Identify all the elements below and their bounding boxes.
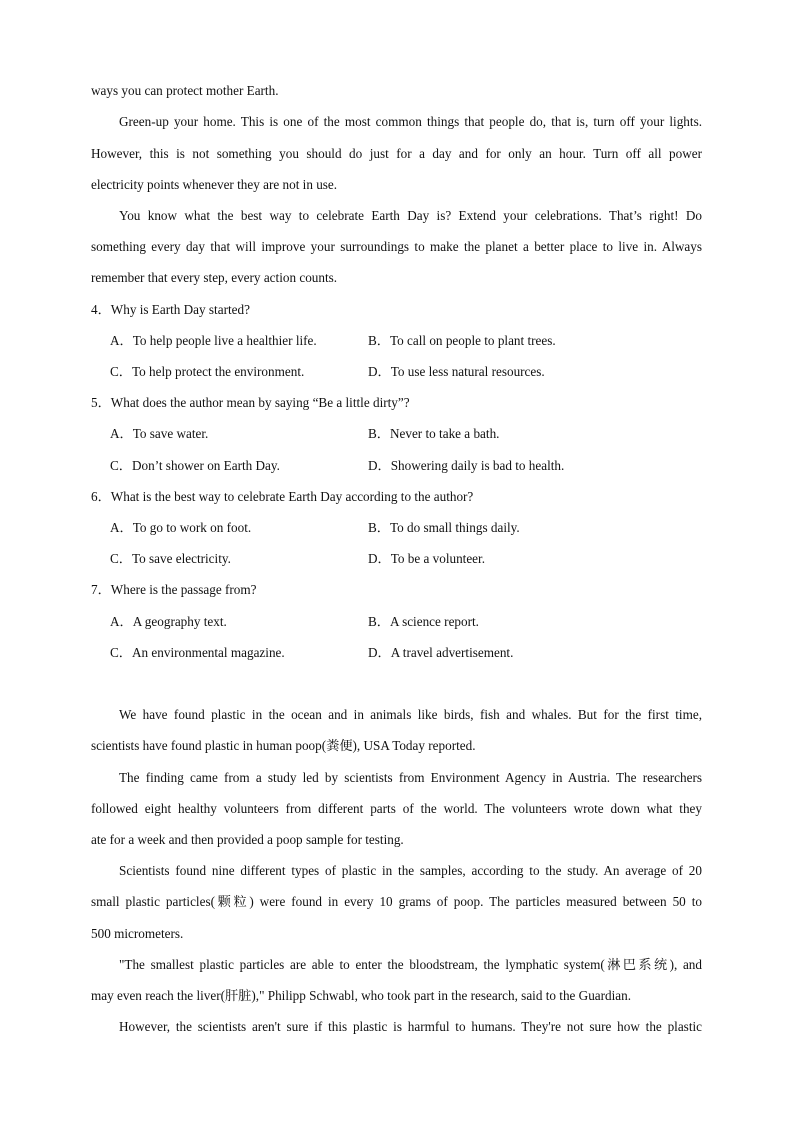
passage2-line-11: However, the scientists aren't sure if this plastic is harmful to humans. They're not sure how the plastic [119,1019,702,1034]
question-6-option-a[interactable]: A．To go to work on foot. [110,520,252,535]
question-5-option-b[interactable]: B．Never to take a bath. [368,426,500,441]
passage2-line-3: The finding came from a study led by scientists from Environment Agency in Austria. The researchers [119,770,702,785]
question-4-option-c[interactable]: C．To help protect the environment. [110,364,305,379]
passage1-line-5: You know what the best way to celebrate Earth Day is? Extend your celebrations. That’s right! Do [119,208,702,223]
question-6-option-c[interactable]: C．To save electricity. [110,551,231,566]
question-5-option-a[interactable]: A．To save water. [110,426,209,441]
question-4-stem: 4．Why is Earth Day started? [91,302,250,317]
passage2-line-5: ate for a week and then provided a poop sample for testing. [91,832,404,847]
passage2-line-7: small plastic particles(颗粒) were found in every 10 grams of poop. The particles measured between 50 to [91,894,702,909]
passage1-line-3: However, this is not something you should do just for a day and for only an hour. Turn off all power [91,146,702,161]
question-7-option-a[interactable]: A．A geography text. [110,614,227,629]
question-5-stem: 5．What does the author mean by saying “Be a little dirty”? [91,395,410,410]
question-7-option-c[interactable]: C．An environmental magazine. [110,645,285,660]
passage1-line-4: electricity points whenever they are not in use. [91,177,338,192]
question-4-option-d[interactable]: D．To use less natural resources. [368,364,545,379]
question-6-stem: 6．What is the best way to celebrate Earth Day according to the author? [91,489,474,504]
question-7-option-d[interactable]: D．A travel advertisement. [368,645,514,660]
question-4-option-b[interactable]: B．To call on people to plant trees. [368,333,556,348]
question-6-option-d[interactable]: D．To be a volunteer. [368,551,485,566]
passage2-line-6: Scientists found nine different types of plastic in the samples, according to the study. An average of 20 [119,863,702,878]
passage2-line-8: 500 micrometers. [91,926,184,941]
question-5-option-d[interactable]: D．Showering daily is bad to health. [368,458,565,473]
passage2-line-9: "The smallest plastic particles are able to enter the bloodstream, the lymphatic system(淋巴系统), and [119,957,702,972]
question-5-option-c[interactable]: C．Don’t shower on Earth Day. [110,458,280,473]
passage1-line-7: remember that every step, every action counts. [91,270,338,285]
question-7-option-b[interactable]: B．A science report. [368,614,479,629]
question-4-option-a[interactable]: A．To help people live a healthier life. [110,333,317,348]
passage1-line-6: something every day that will improve your surroundings to make the planet a better place to live in. Always [91,239,702,254]
passage1-line-1: ways you can protect mother Earth. [91,83,279,98]
passage2-line-1: We have found plastic in the ocean and in animals like birds, fish and whales. But for the first time, [119,707,702,722]
question-7-stem: 7．Where is the passage from? [91,582,257,597]
passage1-line-2: Green-up your home. This is one of the most common things that people do, that is, turn off your lights. [119,114,702,129]
passage2-line-4: followed eight healthy volunteers from different parts of the world. The volunteers wrote down what they [91,801,702,816]
passage2-line-2: scientists have found plastic in human poop(粪便), USA Today reported. [91,738,476,753]
passage2-line-10: may even reach the liver(肝脏)," Philipp Schwabl, who took part in the research, said to the Guardian. [91,988,632,1003]
question-6-option-b[interactable]: B．To do small things daily. [368,520,520,535]
